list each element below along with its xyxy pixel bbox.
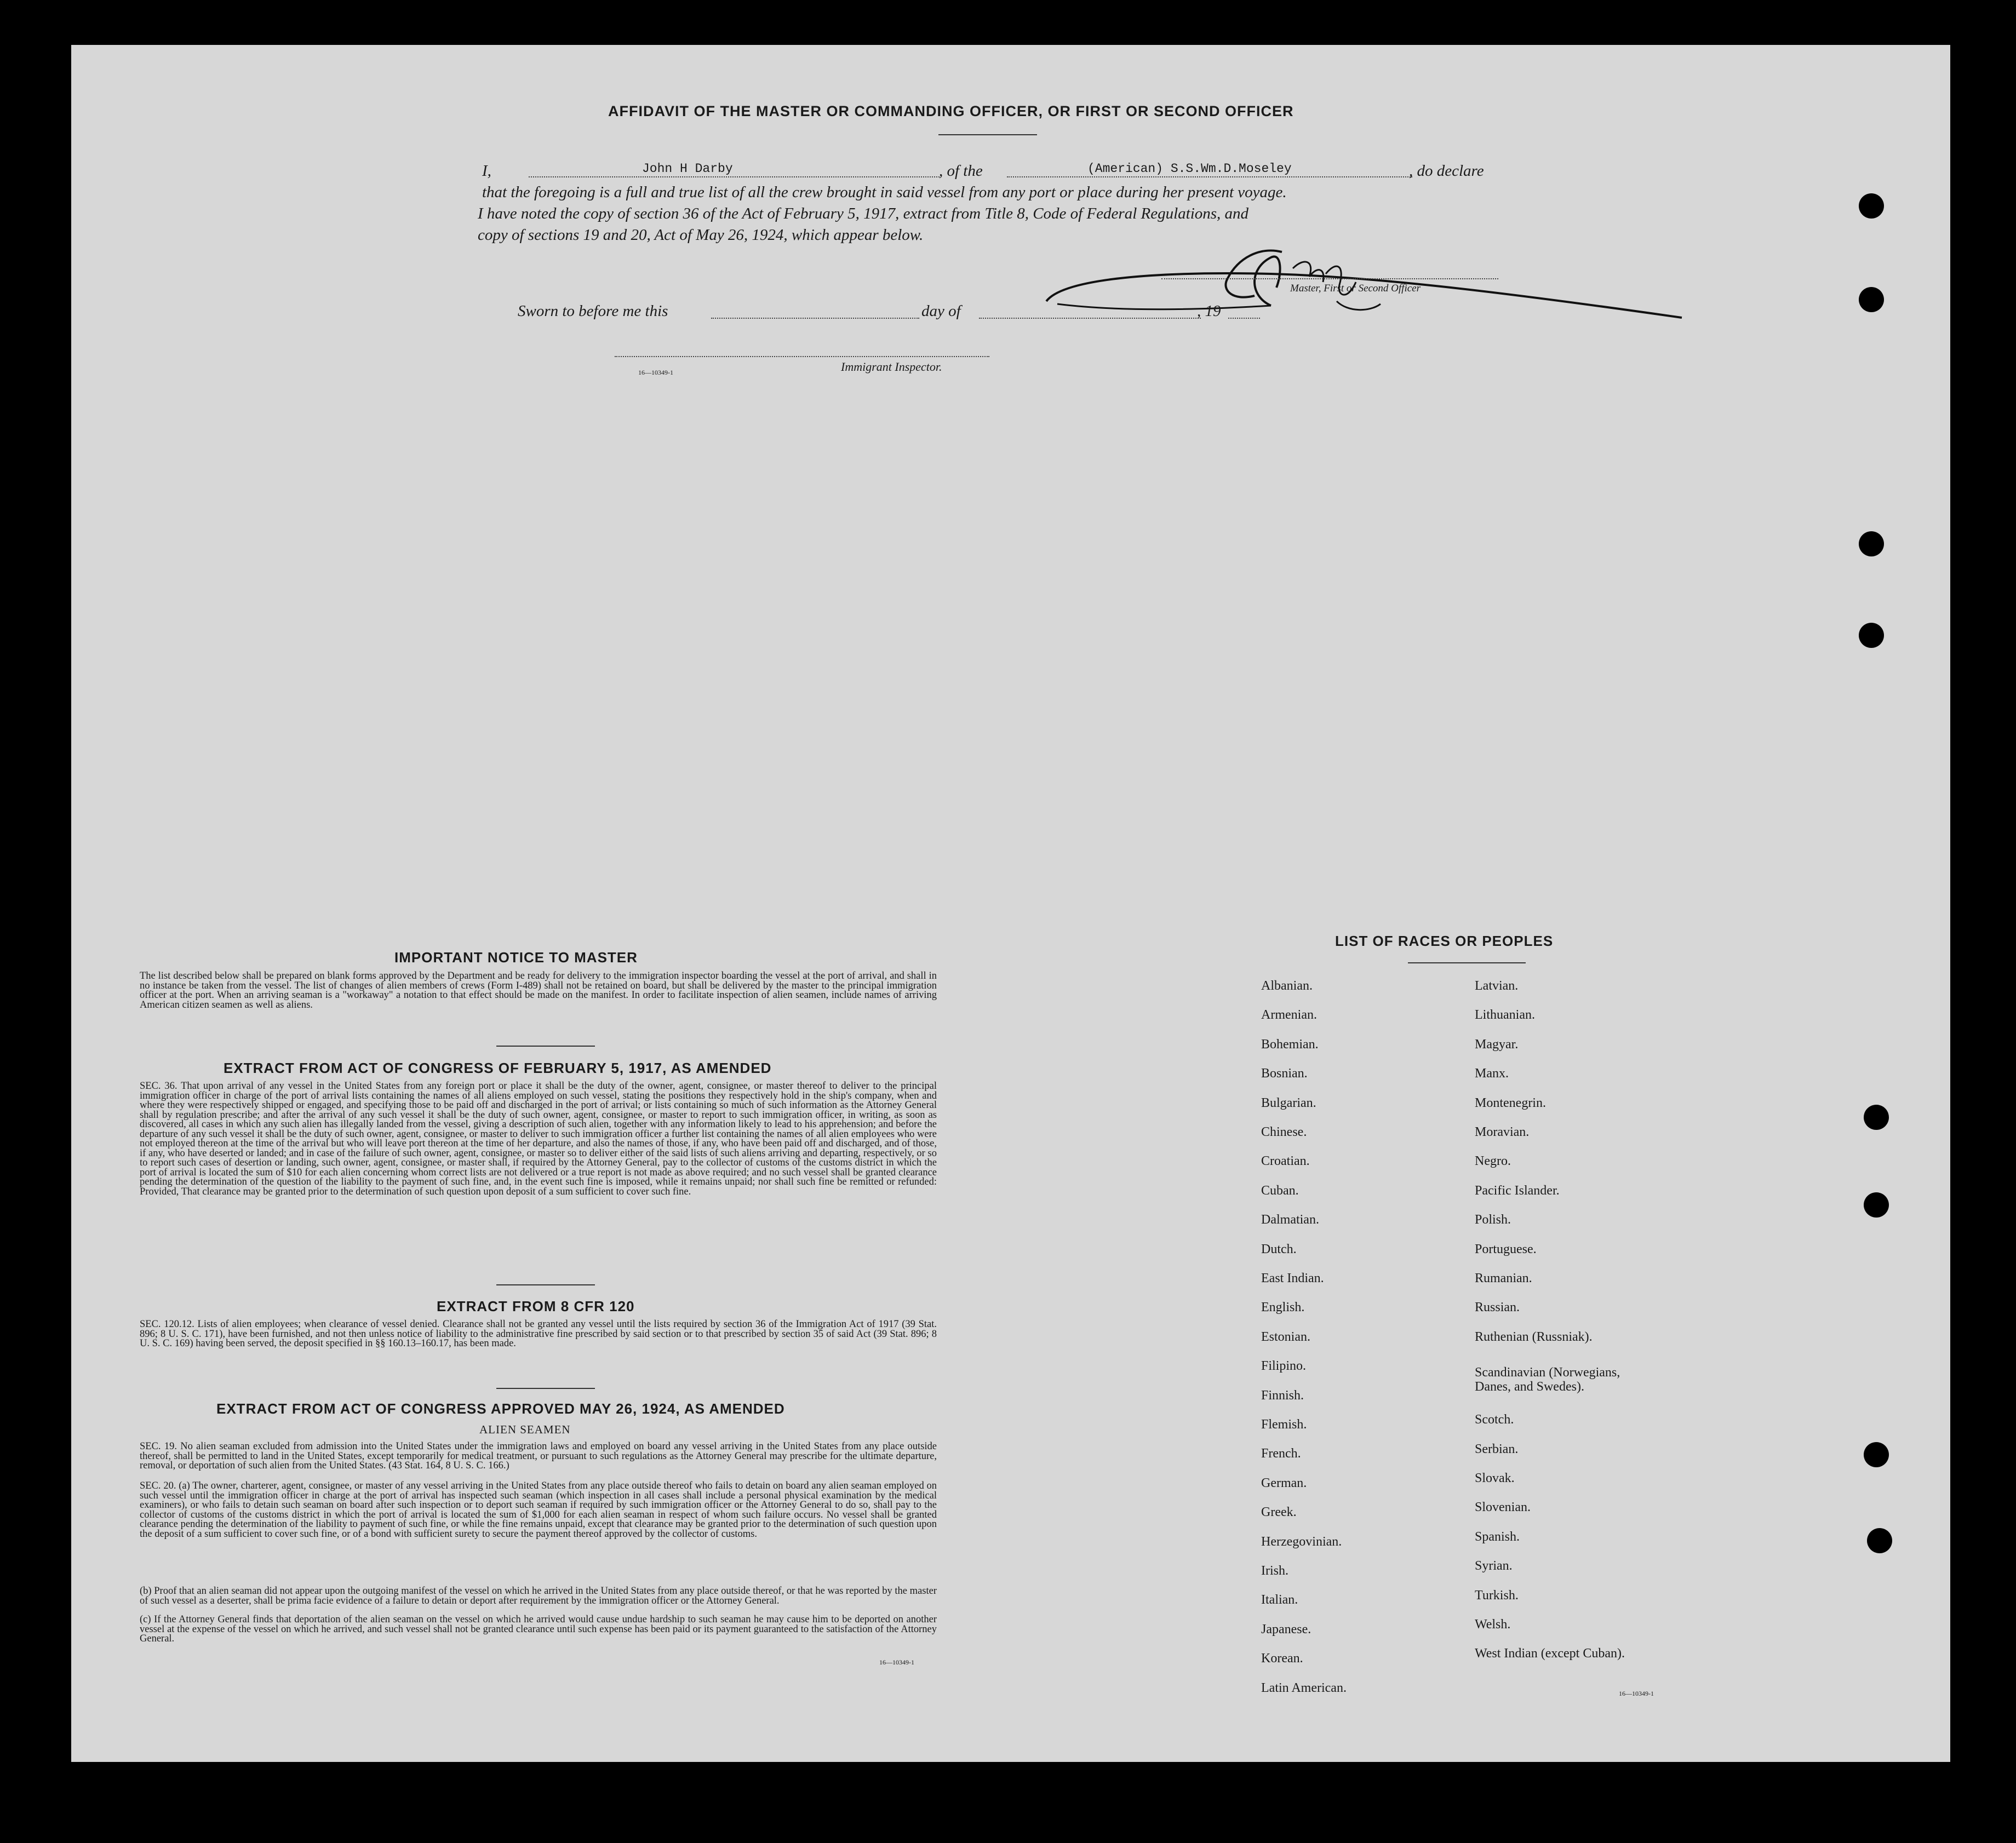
- month-line: [979, 318, 1201, 319]
- divider: [496, 1046, 595, 1047]
- year-text: , 19: [1197, 302, 1221, 320]
- race-item: Herzegovinian.: [1261, 1534, 1342, 1549]
- race-item: Dalmatian.: [1261, 1213, 1319, 1227]
- race-item: East Indian.: [1261, 1271, 1324, 1285]
- affidavit-line-4: copy of sections 19 and 20, Act of May 26, 1924, which appear below.: [478, 226, 924, 244]
- cfr-body: SEC. 120.12. Lists of alien employees; when clearance of vessel denied. Clearance shall not be granted any vessel until the lists required by section 36 of the Immigration Act of 1917 (39 Stat. 896; 8 U. S. C. 171), have been furnished, and not then unless notice of liability to the administrative fine prescribed by said section or to that prescribed by section 35 of said Act (39 Stat. 896; 8 U. S. C. 169) having been served, the deposit specified in §§ 160.13–160.17, has been made.: [140, 1319, 937, 1349]
- race-item: Dutch.: [1261, 1242, 1297, 1256]
- race-item: Spanish.: [1475, 1529, 1520, 1544]
- act-1917-title: EXTRACT FROM ACT OF CONGRESS OF FEBRUARY 5, 1917, AS AMENDED: [224, 1060, 772, 1076]
- punch-hole: [1867, 1528, 1892, 1553]
- cfr-title: EXTRACT FROM 8 CFR 120: [437, 1298, 635, 1314]
- sworn-date-line: [711, 318, 919, 319]
- race-item: Magyar.: [1475, 1037, 1519, 1052]
- race-item: Lithuanian.: [1475, 1008, 1535, 1023]
- section-19-text: SEC. 19. No alien seaman excluded from admission into the United States under the immigration laws and employed on board any vessel arriving in the United States from any place outside thereof, shall be permitted to land in the United States, except temporarily for medical treatment, or pursuant to such regulations as the Attorney General may prescribe for the ultimate departure, removal, or deportation of such alien from the United States. (43 Stat. 164, 8 U. S. C. 166.): [140, 1441, 937, 1471]
- race-item: Syrian.: [1475, 1559, 1513, 1574]
- master-name: John H Darby: [642, 162, 733, 176]
- race-item: French.: [1261, 1446, 1301, 1461]
- race-item: Moravian.: [1475, 1125, 1530, 1139]
- race-item: Korean.: [1261, 1651, 1303, 1666]
- form-number: 16—10349-1: [638, 369, 673, 376]
- notice-title: IMPORTANT NOTICE TO MASTER: [394, 949, 638, 966]
- inspector-caption: Immigrant Inspector.: [841, 360, 942, 374]
- inspector-signature-line: [615, 356, 989, 357]
- race-item: Latvian.: [1475, 979, 1519, 993]
- affidavit-line-3: I have noted the copy of section 36 of the Act of February 5, 1917, extract from Title 8, Code of Federal Regulations, and: [478, 205, 1249, 222]
- race-item: Welsh.: [1475, 1617, 1511, 1632]
- signature-line: [1161, 278, 1498, 279]
- act-1917-body: SEC. 36. That upon arrival of any vessel in the United States from any foreign port or place it shall be the duty of the owner, agent, consignee, or master thereof to deliver to the principal immigration officer in charge of the port of arrival lists containing the names of all aliens employed on such vessel, stating the positions they respectively hold in the ship's company, when and where they were respectively shipped or engaged, and specifying those to be paid off and discharged in the port of arrival; or lists containing so much of such information as the Attorney General shall by regulation prescribe; and after the arrival of any such vessel it shall be the duty of such owner, agent, consignee, or master to report to such immigration officer, in writing, as soon as discovered, all cases in which any such alien has illegally landed from the vessel, giving a description of such alien, together with any information likely to lead to his apprehension; and before the departure of any such vessel it shall be the duty of such owner, agent, consignee, or master to deliver to such immigration officer a further list containing the names of all alien employees who were not employed thereon at the time of the arrival but who will leave port thereon at the time of her departure, and also the names of those, if any, who have been paid off and discharged, and of those, if any, who have deserted or landed; and in case of the failure of such owner, agent, consignee, or master so to deliver either of the said lists of such aliens arriving and departing, respectively, or so to report such cases of desertion or landing, such owner, agent, consignee, or master shall, if required by the Attorney General, pay to the collector of customs of the customs district in which the port of arrival is located the sum of $10 for each alien concerning whom correct lists are not delivered or a true report is not made as above required; and no such vessel shall be granted clearance pending the determination of the question of the liability to the payment of such fine, and, in the event such fine is imposed, while it remains unpaid; nor shall such fine be remitted or refunded: Provided, That clearance may be granted prior to the determination of such question upon deposit of a sum sufficient to cover such fine.: [140, 1081, 937, 1197]
- act-1924-title: EXTRACT FROM ACT OF CONGRESS APPROVED MAY 26, 1924, AS AMENDED: [216, 1400, 785, 1417]
- section-20a-text: SEC. 20. (a) The owner, charterer, agent, consignee, or master of any vessel arriving in the United States from any place outside thereof who fails to detain on board any alien seaman employed on such vessel until the immigration officer in charge at the port of arrival has inspected such seaman (which inspection in all cases shall include a personal physical examination by the medical examiners), or who fails to detain such seaman on board after such inspection or to deport such seaman if required by such immigration officer or the Attorney General to do so, shall pay to the collector of customs of the customs district in which the port of arrival is located the sum of $1,000 for each alien seaman in respect of whom such failure occurs. No vessel shall be granted clearance pending the determination of the liability to payment of such fine, or while the fine remains unpaid, except that clearance may be granted prior to the determination of such question upon the deposit of a sum sufficient to cover such fine, or of a bond with sufficient surety to secure the payment thereof approved by the collector of customs.: [140, 1480, 937, 1540]
- races-title: LIST OF RACES OR PEOPLES: [1335, 933, 1554, 949]
- signature: [1041, 236, 1687, 329]
- race-item: Manx.: [1475, 1066, 1509, 1081]
- master-name-line: [529, 176, 940, 177]
- affidavit-prefix: I,: [482, 162, 491, 180]
- day-of-text: day of: [921, 302, 961, 320]
- race-item: English.: [1261, 1300, 1305, 1315]
- race-item: Armenian.: [1261, 1008, 1317, 1023]
- race-item: Negro.: [1475, 1154, 1511, 1169]
- act-1924-subtitle: ALIEN SEAMEN: [479, 1423, 571, 1436]
- race-item: Bohemian.: [1261, 1037, 1319, 1052]
- vessel-name-line: [1007, 176, 1412, 177]
- race-item: Croatian.: [1261, 1154, 1310, 1169]
- divider: [496, 1388, 595, 1389]
- sworn-text: Sworn to before me this: [518, 302, 668, 320]
- punch-hole: [1859, 193, 1884, 219]
- race-item: Cuban.: [1261, 1183, 1299, 1198]
- race-item: Bulgarian.: [1261, 1095, 1316, 1110]
- race-item: Greek.: [1261, 1505, 1297, 1520]
- race-item: Slovak.: [1475, 1471, 1515, 1485]
- race-item: Irish.: [1261, 1564, 1288, 1578]
- vessel-name: (American) S.S.Wm.D.Moseley: [1087, 162, 1292, 176]
- punch-hole: [1864, 1192, 1889, 1218]
- divider: [496, 1284, 595, 1285]
- race-item: Scandinavian (Norwegians, Danes, and Swedes).: [1475, 1365, 1620, 1394]
- race-item: Flemish.: [1261, 1417, 1307, 1432]
- punch-hole: [1859, 287, 1884, 312]
- race-item: Russian.: [1475, 1300, 1520, 1315]
- race-item: German.: [1261, 1475, 1307, 1490]
- form-number: 16—10349-1: [1619, 1690, 1654, 1697]
- race-item: Turkish.: [1475, 1588, 1519, 1603]
- race-item: Japanese.: [1261, 1622, 1311, 1637]
- race-item: West Indian (except Cuban).: [1475, 1646, 1625, 1661]
- divider: [938, 134, 1037, 135]
- race-item: Filipino.: [1261, 1359, 1307, 1374]
- race-item: Polish.: [1475, 1213, 1511, 1227]
- race-item: Rumanian.: [1475, 1271, 1532, 1285]
- race-item: Italian.: [1261, 1593, 1298, 1607]
- race-item: Montenegrin.: [1475, 1095, 1546, 1110]
- affidavit-title: AFFIDAVIT OF THE MASTER OR COMMANDING OFFICER, OR FIRST OR SECOND OFFICER: [608, 103, 1294, 119]
- race-item: Finnish.: [1261, 1388, 1304, 1403]
- punch-hole: [1859, 623, 1884, 648]
- race-item: Portuguese.: [1475, 1242, 1537, 1256]
- punch-hole: [1864, 1442, 1889, 1467]
- signature-caption: Master, First or Second Officer: [1290, 283, 1421, 294]
- race-item: Slovenian.: [1475, 1500, 1531, 1515]
- race-item: Latin American.: [1261, 1680, 1347, 1695]
- punch-hole: [1859, 531, 1884, 556]
- race-item: Chinese.: [1261, 1125, 1307, 1139]
- form-number: 16—10349-1: [879, 1658, 914, 1666]
- race-item: Bosnian.: [1261, 1066, 1308, 1081]
- race-item: Estonian.: [1261, 1329, 1310, 1344]
- year-line: [1228, 318, 1260, 319]
- notice-body: The list described below shall be prepared on blank forms approved by the Department and be ready for delivery to the immigration inspector boarding the vessel at the port of arrival, and shall in no instance be taken from the vessel. The list of changes of alien members of crews (Form I-489) shall not be retained on board, but shall be delivered by the master to the principal immigration officer at the port. When an arriving seaman is a "workaway" a notation to that effect should be made on the manifest. In order to facilitate inspection of alien seamen, include names of arriving American citizen seamen as well as aliens.: [140, 971, 937, 1011]
- race-item: Albanian.: [1261, 979, 1313, 993]
- race-item: Serbian.: [1475, 1442, 1519, 1456]
- divider: [1408, 962, 1526, 963]
- affidavit-line-2: that the foregoing is a full and true list of all the crew brought in said vessel from any port or place during her present voyage.: [482, 183, 1287, 201]
- of-the-text: , of the: [939, 162, 983, 180]
- section-20b-text: (b) Proof that an alien seaman did not appear upon the outgoing manifest of the vessel on which he arrived in the United States from any place outside thereof, or that he was reported by the master of such vessel as a deserter, shall be prima facie evidence of a failure to detain or deport after requirement by the immigration officer or the Attorney General.: [140, 1586, 937, 1606]
- race-item: Pacific Islander.: [1475, 1183, 1560, 1198]
- do-declare-text: , do declare: [1409, 162, 1484, 180]
- race-item: Scotch.: [1475, 1413, 1514, 1427]
- section-20c-text: (c) If the Attorney General finds that deportation of the alien seaman on the vessel on which he arrived would cause undue hardship to such seaman he may cause him to be deported on another vessel at the expense of the vessel on which he arrived, and such vessel shall not be granted clearance until such expense has been paid or its payment guaranteed to the satisfaction of the Attorney General.: [140, 1614, 937, 1644]
- race-item: Ruthenian (Russniak).: [1475, 1329, 1593, 1344]
- punch-hole: [1864, 1105, 1889, 1130]
